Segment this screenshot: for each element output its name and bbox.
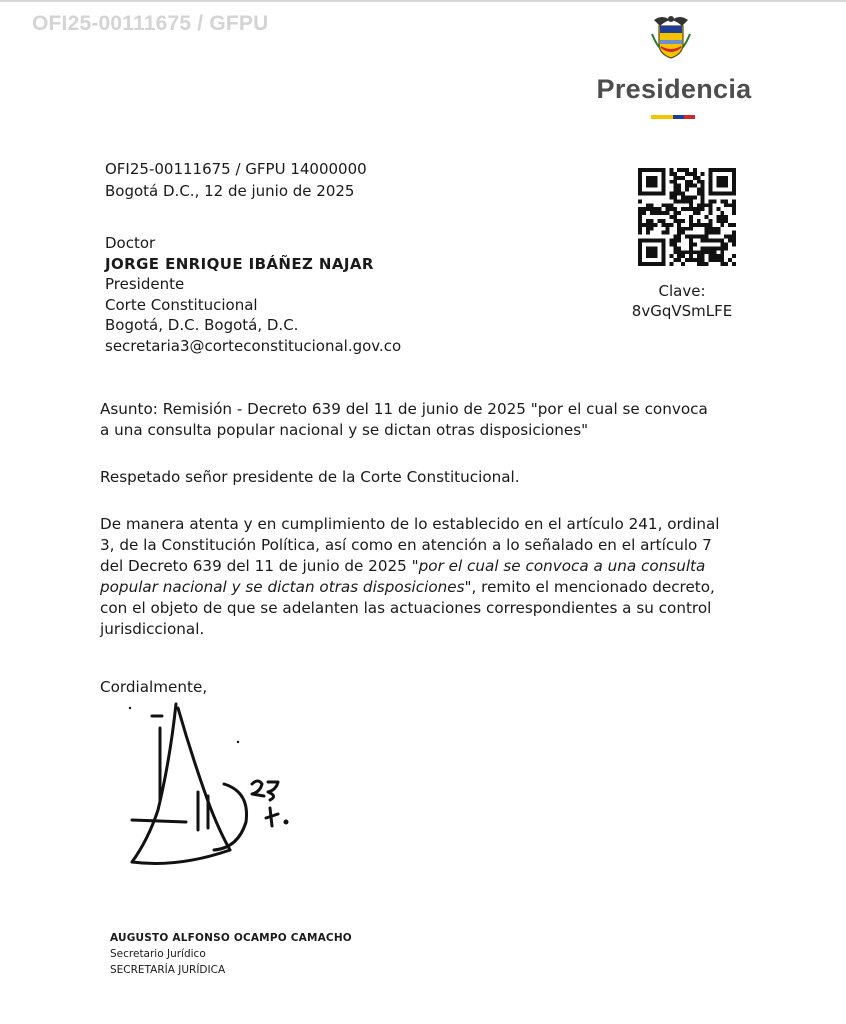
signatory-role: Secretario Jurídico [110,948,206,960]
clave-value: 8vGqVSmLFE [631,302,733,320]
decree-title-italic: popular nacional y se dictan otras disposiciones" [100,578,472,596]
paragraph-text: , remito el mencionado decreto, [471,578,715,596]
subject-line [100,399,768,441]
paragraph-line-1: De manera atenta y en cumplimiento de lo establecido en el artículo 241, ordinal [100,515,720,533]
verification-key [612,281,752,321]
signatory-office: SECRETARÍA JURÍDICA [110,964,226,976]
salutation: Respetado señor presidente de la Corte Constitucional. [100,468,520,486]
flag-stripe [651,115,695,119]
recipient-city: Bogotá, D.C. Bogotá, D.C. [105,316,299,334]
document-header [105,158,367,202]
reference-number: OFI25-00111675 / GFPU 14000000 [105,160,367,178]
signatory-name: AUGUSTO ALFONSO OCAMPO CAMACHO [110,932,352,944]
recipient-institution: Corte Constitucional [105,295,258,314]
subject-line-1: Asunto: Remisión - Decreto 639 del 11 de junio de 2025 "por el cual se convoca [100,400,708,418]
clave-label: Clave: [658,282,706,300]
paragraph-line-5: con el objeto de que se adelanten las actuaciones correspondientes a su control [100,599,712,617]
signatory-block [110,930,352,978]
top-border [0,0,846,2]
paragraph-line-4 [100,577,768,598]
recipient-position: Presidente [105,275,185,293]
main-paragraph [100,514,768,640]
recipient-name: JORGE ENRIQUE IBÁÑEZ NAJAR [105,254,374,273]
decree-title-italic: "por el cual se convoca a una consulta [411,557,706,575]
recipient-block [105,233,401,356]
qr-code-icon [638,168,736,266]
paragraph-line-2: 3, de la Constitución Política, así como en atención a lo señalado en el artículo 7 [100,536,712,554]
presidencia-logo [594,14,754,110]
recipient-email: secretaria3@corteconstitucional.gov.co [105,336,402,355]
subject-line-2: a una consulta popular nacional y se dictan otras disposiciones" [100,421,589,439]
document-watermark: OFI25-00111675 / GFPU [32,12,269,35]
closing: Cordialmente, [100,678,208,696]
brand-wordmark: Presidencia [596,74,752,104]
paragraph-text: del Decreto 639 del 11 de junio de 2025 [100,557,412,575]
paragraph-line-3 [100,556,768,577]
place-date: Bogotá D.C., 12 de junio de 2025 [105,182,355,200]
recipient-title: Doctor [105,234,156,252]
coat-of-arms-icon [650,14,692,60]
paragraph-line-6: jurisdiccional. [100,620,205,638]
handwritten-signature [118,700,318,880]
